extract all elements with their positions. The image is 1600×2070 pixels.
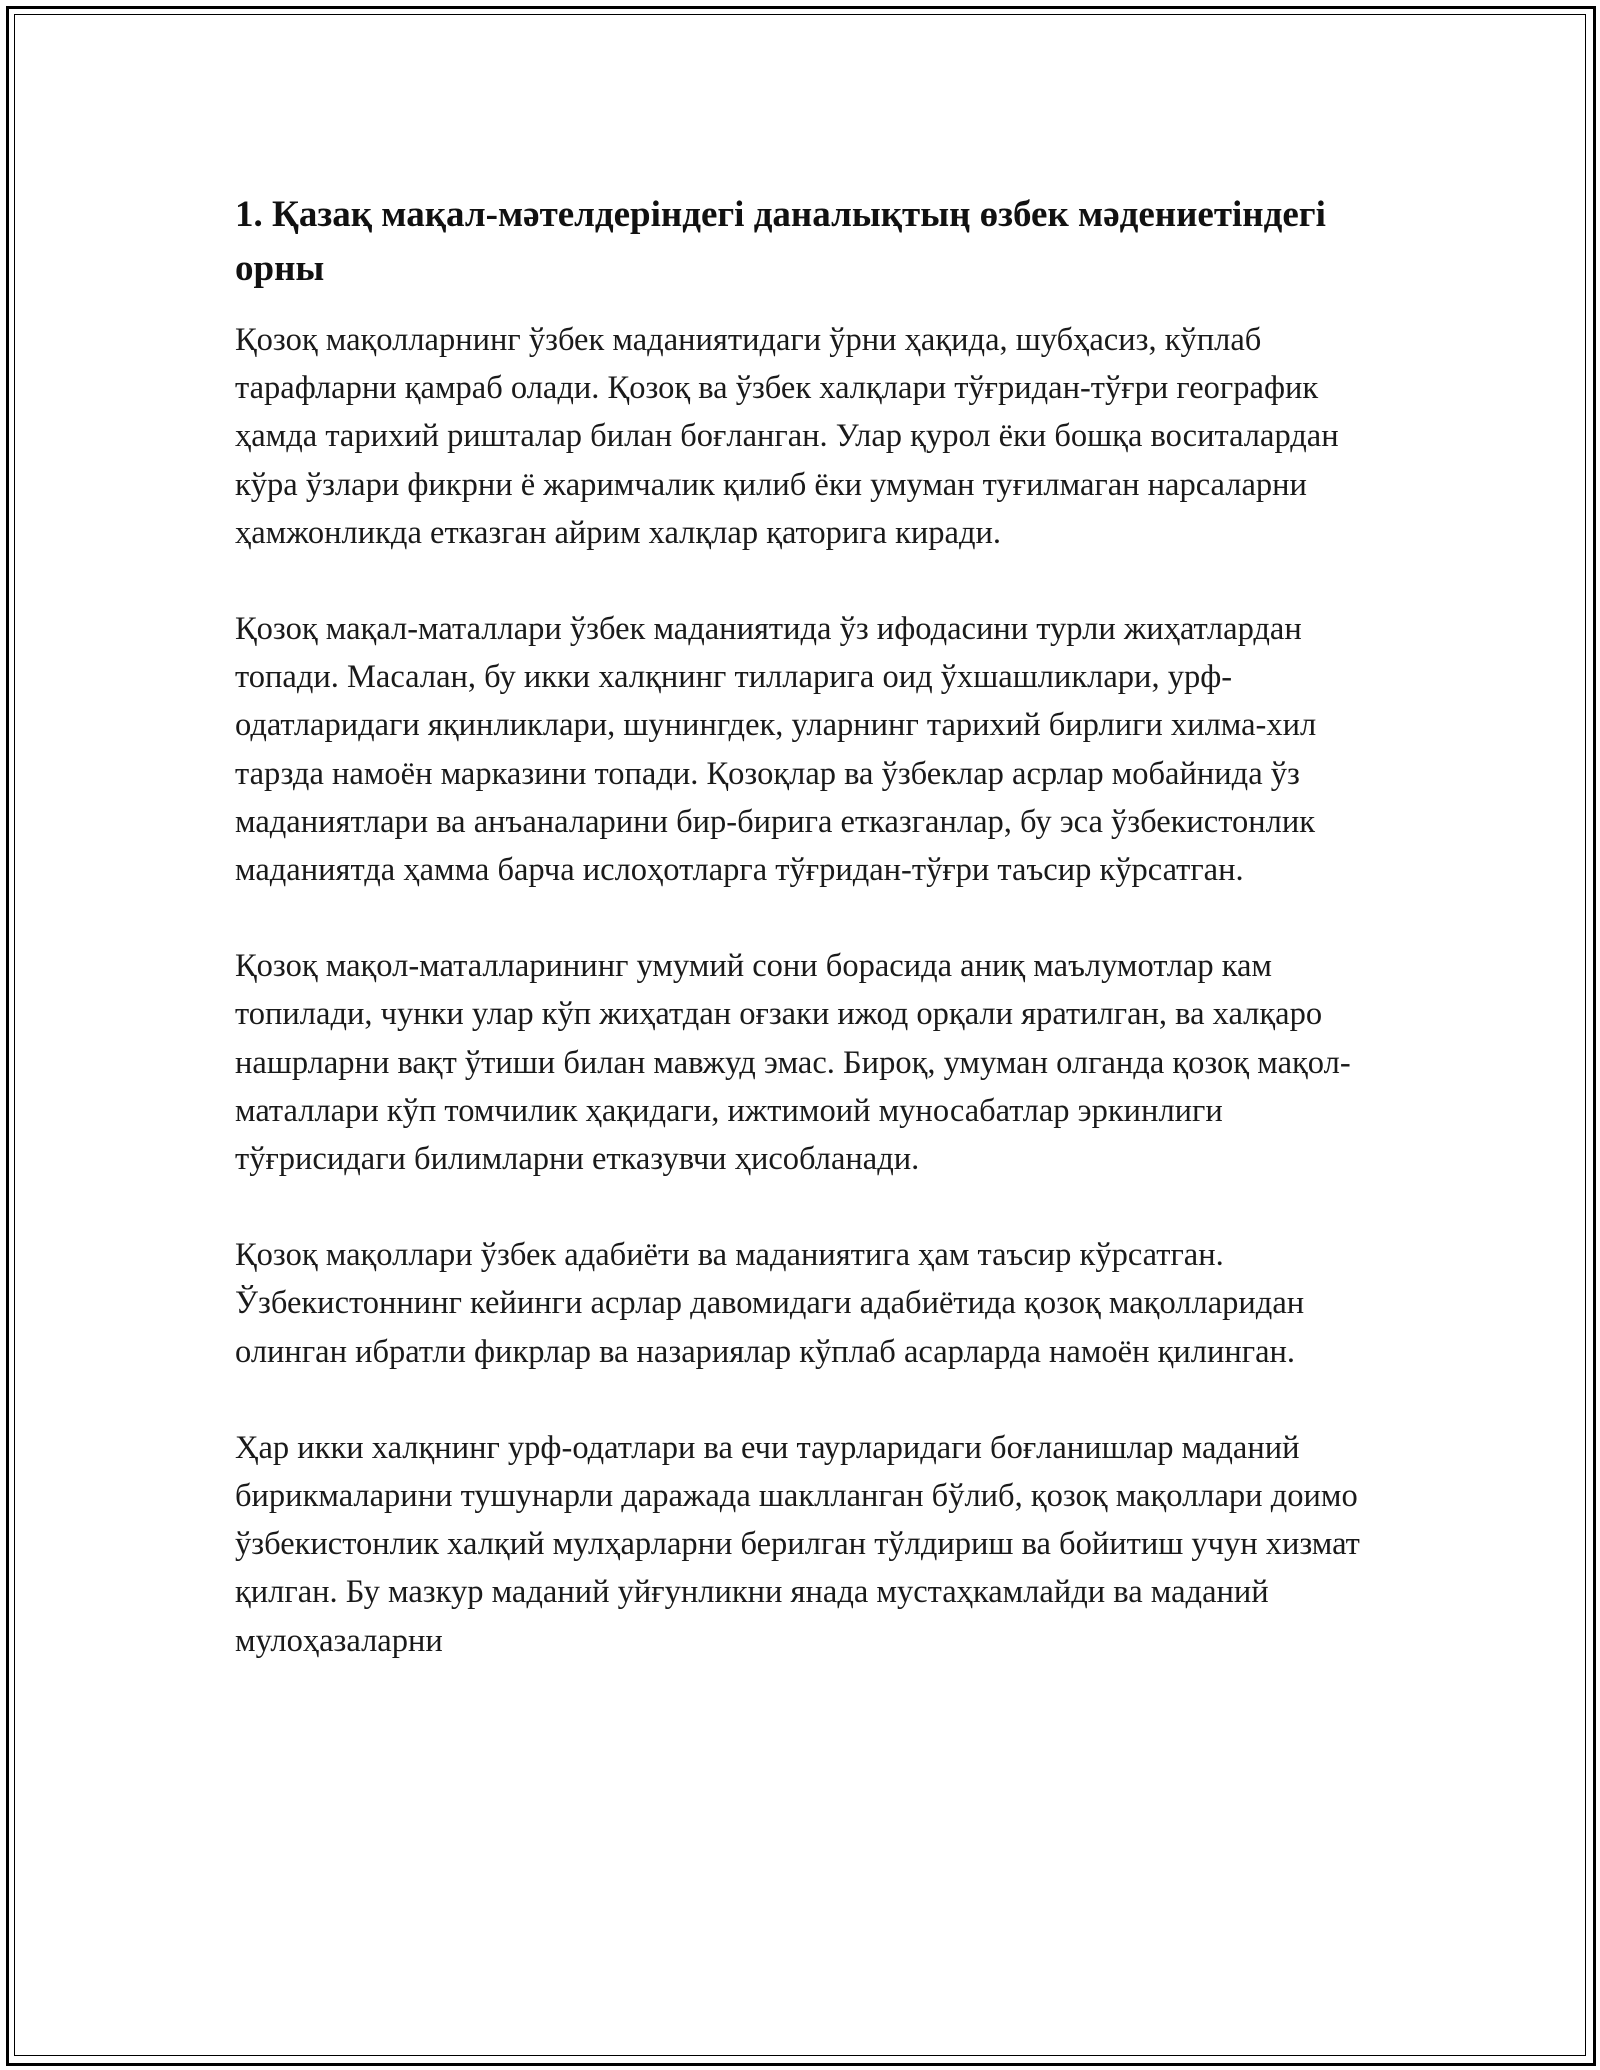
paragraph-5: Ҳар икки халқнинг урф-одатлари ва ечи таурларидаги боғланишлар маданий бирикмаларини тушунарли даражада шаклланган бўлиб, қозоқ мақоллари доимо ўзбекистонлик халқий мулҳарларни берилган тўлдириш ва бойитиш учун хизмат қилган. Бу мазкур маданий уйғунликни янада мустаҳкамлайди ва маданий мулоҳазаларни (235, 1429, 1360, 1659)
document-body (235, 188, 1385, 1713)
paragraph-4: Қозоқ мақоллари ўзбек адабиёти ва маданиятига ҳам таъсир кўрсатган. Ўзбекистоннинг кейинги асрлар давомидаги адабиётида қозоқ мақолларидан олинган ибратли фикрлар ва назариялар кўплаб асарларда намоён қилинган. (235, 1237, 1305, 1370)
paragraph-2: Қозоқ мақал-маталлари ўзбек маданиятида ўз ифодасини турли жиҳатлардан топади. Масалан, бу икки халқнинг тилларига оид ўхшашликлари, урф-одатларидаги яқинликлари, шунингдек, уларнинг тарихий бирлиги хилма-хил тарзда намоён марказини топади. Қозоқлар ва ўзбеклар асрлар мобайнида ўз маданиятлари ва анъаналарини бир-бирига етказганлар, бу эса ўзбекистонлик маданиятда ҳамма барча ислоҳотларга тўғридан-тўғри таъсир кўрсатган. (235, 611, 1317, 889)
section-heading: 1. Қазақ мақал-мәтелдеріндегі даналықтың өзбек мәдениетіндегі орны (235, 194, 1326, 289)
paragraph-3: Қозоқ мақол-маталларининг умумий сони борасида аниқ маълумотлар кам топилади, чунки улар кўп жиҳатдан оғзаки ижод орқали яратилган, ва халқаро нашрларни вақт ўтиши билан мавжуд эмас. Бироқ, умуман олганда қозоқ мақол-маталлари кўп томчилик ҳақидаги, ижтимоий муносабатлар эркинлиги тўғрисидаги билимларни етказувчи ҳисобланади. (235, 948, 1351, 1178)
paragraph-1: Қозоқ мақолларнинг ўзбек маданиятидаги ўрни ҳақида, шубҳасиз, кўплаб тарафларни қамраб олади. Қозоқ ва ўзбек халқлари тўғридан-тўғри географик ҳамда тарихий ришталар билан боғланган. Улар қурол ёки бошқа воситалардан кўра ўзлари фикрни ё жаримчалик қилиб ёки умуман туғилмаган нарсаларни ҳамжонликда етказган айрим халқлар қаторига киради. (235, 322, 1339, 551)
